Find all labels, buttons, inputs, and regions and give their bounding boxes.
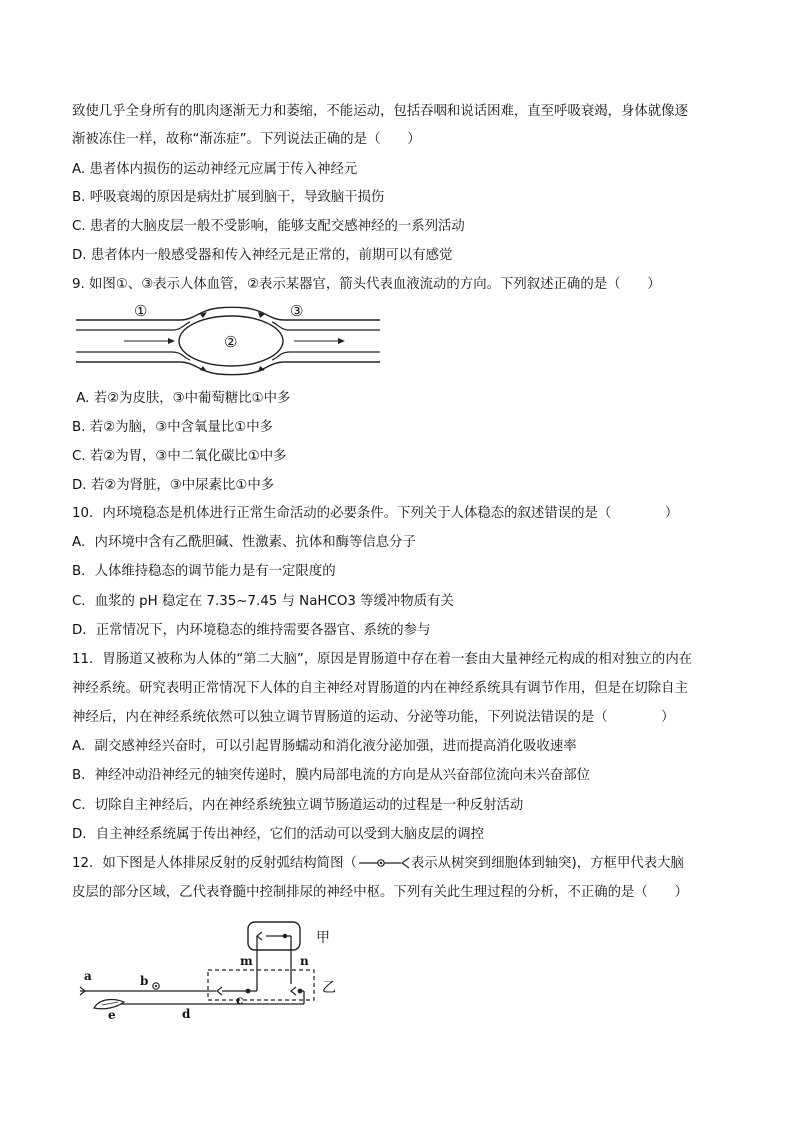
q11-option-a: A．副交感神经兴奋时，可以引起胃肠蠕动和消化液分泌加强，进而提高消化吸收速率 [72, 739, 577, 754]
q8-option-d: D. 患者体内一般感受器和传入神经元是正常的，前期可以有感觉 [72, 248, 453, 263]
q9-label-vessel1: ① [134, 302, 148, 320]
q12-label-d: d [182, 1007, 191, 1021]
q11-option-b: B．神经冲动沿神经元的轴突传递时，膜内局部电流的方向是从兴奋部位流向未兴奋部位 [72, 768, 591, 783]
q9-option-d: D. 若②为肾脏，③中尿素比①中多 [72, 478, 275, 493]
q12-label-yi: 乙 [322, 980, 336, 996]
q12-label-m: m [240, 954, 253, 968]
q11-option-d: D．自主神经系统属于传出神经，它们的活动可以受到大脑皮层的调控 [72, 827, 485, 842]
q10-option-b: B．人体维持稳态的调节能力是有一定限度的 [72, 564, 336, 579]
q9-option-a: A. 若②为皮肤，③中葡萄糖比①中多 [72, 391, 291, 406]
q11-stem-line1: 11．胃肠道又被称为人体的“第二大脑”，原因是胃肠道中存在着一套由大量神经元构成的相对独立的内在 [72, 652, 693, 667]
q11-stem-line3: 神经后，内在神经系统依然可以独立调节胃肠道的运动、分泌等功能，下列说法错误的是（ ） [72, 710, 675, 725]
q9-stem: 9. 如图①、③表示人体血管，②表示某器官，箭头代表血液流动的方向。下列叙述正确的是（ ） [72, 277, 661, 292]
q12-stem-line2: 皮层的部分区域，乙代表脊髓中控制排尿的神经中枢。下列有关此生理过程的分析，不正确的是（ ） [72, 885, 688, 900]
q9-blood-vessel-figure [72, 300, 384, 382]
q10-option-c: C．血浆的 pH 稳定在 7.35~7.45 与 NaHCO3 等缓冲物质有关 [72, 594, 454, 609]
q8-option-b: B. 呼吸衰竭的原因是病灶扩展到脑干，导致脑干损伤 [72, 190, 385, 205]
q10-stem: 10．内环境稳态是机体进行正常生命活动的必要条件。下列关于人体稳态的叙述错误的是（ ） [72, 506, 679, 521]
q10-option-a: A．内环境中含有乙酰胆碱、性激素、抗体和酶等信息分子 [72, 535, 416, 550]
neuron-symbol-icon [357, 856, 411, 870]
q12-label-c: c [236, 993, 244, 1007]
q12-label-e: e [108, 1008, 116, 1022]
q8-stem-line1: 致使几乎全身所有的肌肉逐渐无力和萎缩，不能运动，包括吞咽和说话困难，直至呼吸衰竭，身体就像逐 [72, 104, 688, 119]
q12-stem-part2: 表示从树突到细胞体到轴突)，方框甲代表大脑 [410, 856, 684, 871]
q9-option-c: C. 若②为胃，③中二氧化碳比①中多 [72, 449, 287, 464]
q9-option-b: B. 若②为脑，③中含氧量比①中多 [72, 420, 274, 435]
q12-stem-part1: 12．如下图是人体排尿反射的反射弧结构简图（ [72, 856, 357, 871]
q12-reflex-arc-figure [78, 918, 348, 1022]
q10-option-d: D．正常情况下，内环境稳态的维持需要各器官、系统的参与 [72, 623, 431, 638]
q9-label-vessel3: ③ [290, 302, 304, 320]
q8-stem-line2: 渐被冻住一样，故称“渐冻症”。下列说法正确的是（ ） [72, 132, 421, 147]
q12-label-a: a [84, 969, 92, 983]
q12-label-jia: 甲 [316, 930, 330, 946]
q9-label-organ: ② [224, 333, 238, 351]
q11-option-c: C．切除自主神经后，内在神经系统独立调节肠道运动的过程是一种反射活动 [72, 798, 524, 813]
q12-label-n: n [300, 954, 309, 968]
q8-option-a: A. 患者体内损伤的运动神经元应属于传入神经元 [72, 162, 358, 177]
q12-label-b: b [140, 974, 149, 988]
q8-option-c: C. 患者的大脑皮层一般不受影响，能够支配交感神经的一系列活动 [72, 219, 465, 234]
q11-stem-line2: 神经系统。研究表明正常情况下人体的自主神经对胃肠道的内在神经系统具有调节作用，但是在切除自主 [72, 681, 688, 696]
q12-stem-line1 [72, 855, 684, 873]
